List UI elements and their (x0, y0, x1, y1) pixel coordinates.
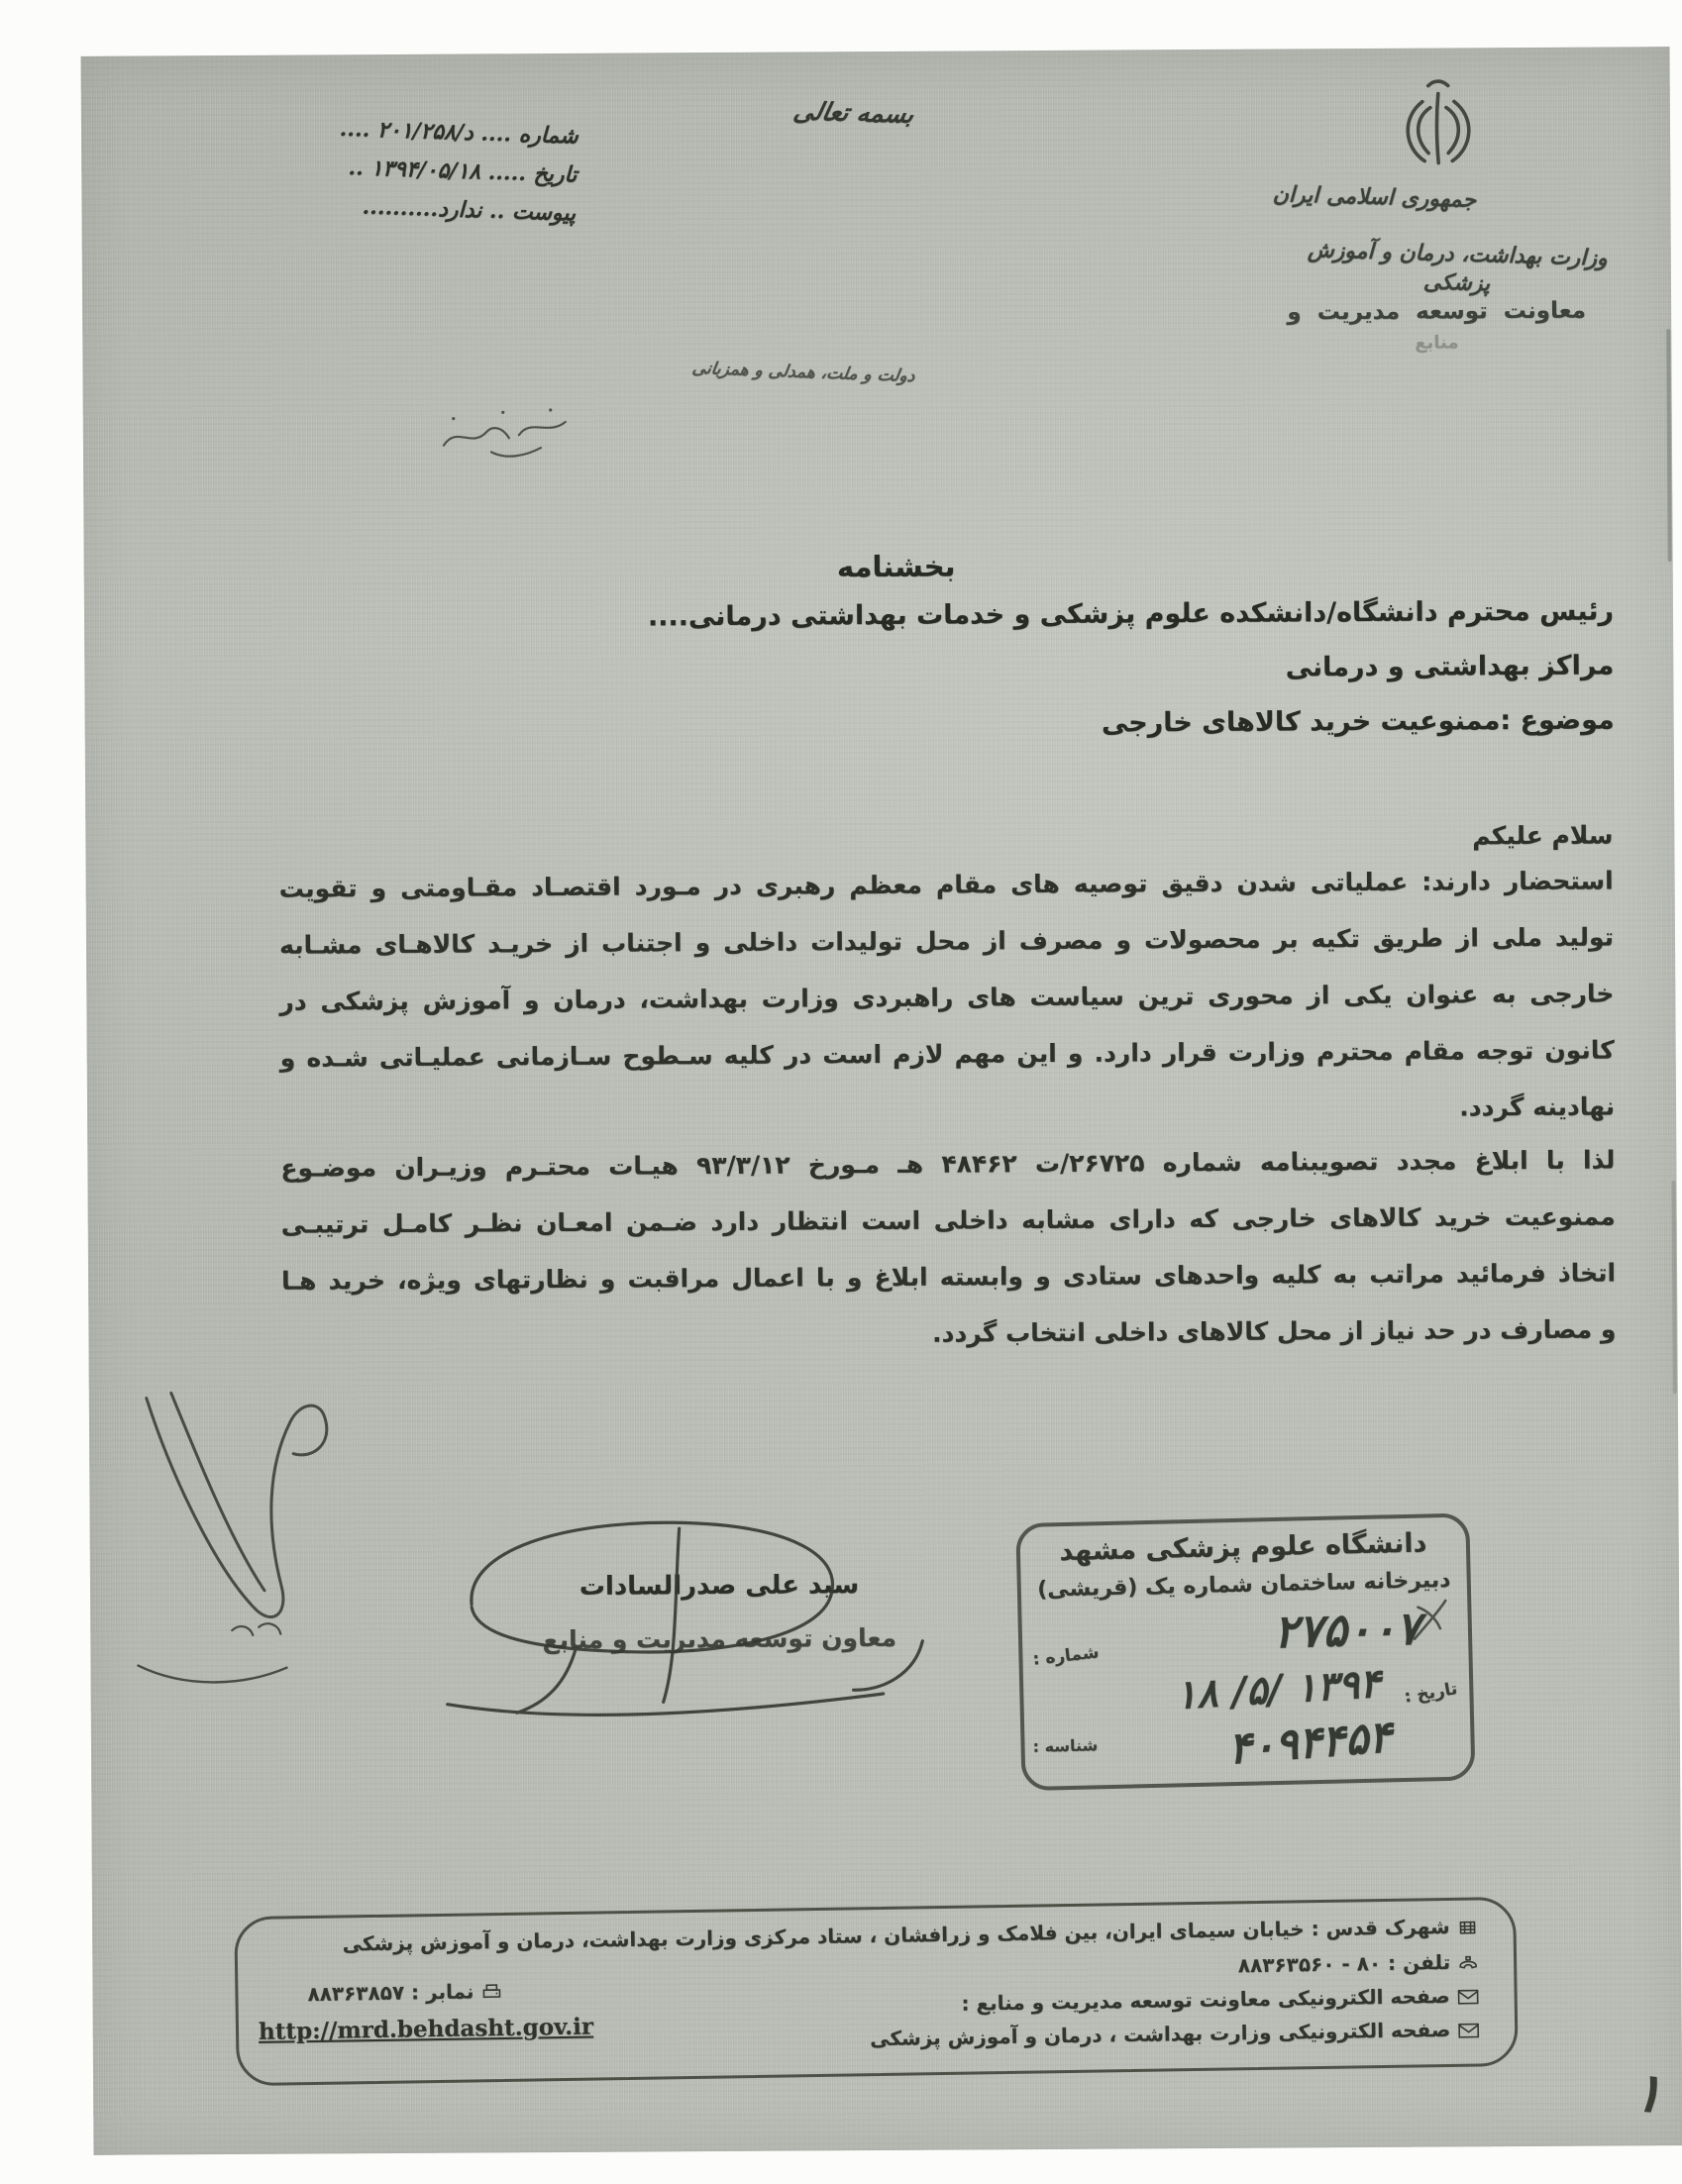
stamp-number-value: ۲۷۵۰۰۷ (1273, 1601, 1421, 1659)
signatory-name: سید علی صدرالسادات (578, 1570, 860, 1602)
salutation: سلام علیکم (1472, 820, 1614, 851)
body-line: خارجی به عنوان یکی از محوری ترین سیاست های راهبردی وزارت بهداشت، درمان و آموزش پزشکی در (279, 979, 1615, 1016)
besmellah-calligraphy: بسمه تعالی (790, 96, 917, 129)
phone-icon (1458, 1952, 1478, 1976)
iran-emblem-icon (1396, 77, 1482, 181)
handwritten-slogan: دولت و ملت، همدلی و همزبانی (690, 358, 916, 387)
body-line: کانون توجه مقام محترم وزارت قرار دارد. و این مهم لازم است در کلیه سـطوح سـازمانی عملیـاتی شـده و (279, 1035, 1615, 1073)
phone-line (1238, 1950, 1479, 1980)
website-ministry-text: صفحه الکترونیکی وزارت بهداشت ، درمان و آموزش پزشکی (869, 2017, 1451, 2051)
website-url-link[interactable]: http://mrd.behdasht.gov.ir (258, 2013, 594, 2045)
envelope-icon (1457, 1986, 1478, 2010)
body-paragraph-1 (279, 865, 1616, 1155)
republic-name-calligraphy: جمهوری اسلامی ایران (1272, 180, 1477, 213)
subject-line: موضوع :ممنوعیت خرید کالاهای خارجی (1101, 704, 1615, 739)
signature-scribble (427, 1507, 984, 1767)
building-icon (1457, 1917, 1477, 1940)
registration-stamp (1015, 1512, 1475, 1791)
stamp-office-name: دبیرخانه ساختمان شماره یک (قریشی) (1036, 1567, 1451, 1603)
reference-block (277, 113, 578, 239)
scan-area (81, 47, 1682, 2155)
recipient-line-1: رئیس محترم دانشگاه/دانشکده علوم پزشکی و خدمات بهداشتی درمانی.... (647, 595, 1615, 633)
body-line: نهادینه گردد. (1459, 1092, 1616, 1122)
deputy-name-line2: منابع (1415, 332, 1459, 354)
reference-number-line: شماره .... د/۲۰۱/۲۵۸ .... (339, 115, 579, 150)
stamp-date-value: ۱۳۹۴ /۵/ ۱۸ (1173, 1659, 1382, 1719)
footer-contact-box (234, 1897, 1519, 2086)
deputy-name-line: معاونت توسعه مدیریت و (1287, 297, 1586, 326)
body-line: اتخاذ فرمائید مراتب به کلیه واحدهای ستادی و وابسته ابلاغ و با اعمال مراقبت و نظارتهای ویژه، خرید هـا (281, 1258, 1617, 1296)
stamp-number-label: شماره : (1031, 1642, 1101, 1670)
website-ministry-line (870, 2017, 1479, 2052)
fax-text: نمابر : ۸۸۳۶۳۸۵۷ (307, 1979, 474, 2007)
signatory-title: معاون توسعه مدیریت و منابع (542, 1622, 897, 1655)
reference-attachment-line: پیوست .. ندارد.......... (362, 193, 577, 227)
page-number-mark: ۱ (1630, 2059, 1666, 2126)
scan-edge-artifact (1672, 1181, 1677, 1394)
website-dept-text: صفحه الکترونیکی معاونت توسعه مدیریت و منابع : (961, 1983, 1450, 2016)
body-line: لذا با ابلاغ مجدد تصویبنامه شماره ۲۶۷۲۵/ت ۴۸۴۶۲ هـ مـورخ ۹۳/۳/۱۲ هیـات محتـرم وزیـران موضـوع (280, 1145, 1616, 1183)
address-line (342, 1915, 1477, 1958)
stamp-date-label: تاریخ : (1403, 1679, 1459, 1708)
body-line: و مصارف در حد نیاز از محل کالاهای داخلی انتخاب گردد. (931, 1314, 1617, 1348)
envelope-icon (1458, 2019, 1479, 2042)
margin-doodle (117, 1382, 376, 1711)
body-line: تولید ملی از طریق تکیه بر محصولات و مصرف از محل تولیدات داخلی و اجتناب از خریـد کالاهـای مشـابه (278, 922, 1615, 960)
scan-edge-artifact (1666, 329, 1671, 562)
body-paragraph-2 (280, 1144, 1616, 1378)
fax-icon (481, 1981, 501, 2005)
stamp-org-name: دانشگاه علوم پزشکی مشهد (1059, 1527, 1427, 1568)
handwritten-scribble (432, 390, 581, 475)
stamp-id-value: ۴۰۹۴۴۵۴ (1225, 1712, 1394, 1775)
phone-text: تلفن : ۸۰ - ۸۸۳۶۳۵۶۰ (1237, 1949, 1451, 1978)
ministry-name-calligraphy: وزارت بهداشت، درمان و آموزش پزشکی (1307, 237, 1609, 296)
body-line: استحضار دارند: عملیاتی شدن دقیق توصیه های مقام معظم رهبری در مـورد اقتصـاد مقـاومتی و تقویت (278, 866, 1614, 903)
address-text: شهرک قدس : خیابان سیمای ایران، بین فلامک و زرافشان ، ستاد مرکزی وزارت بهداشت، درمان و آموزش پزشکی (342, 1914, 1450, 1956)
doc-type-title: بخشنامه (836, 549, 956, 584)
fax-line (307, 1979, 501, 2008)
stamp-pen-flourish (1408, 1595, 1458, 1645)
website-dept-line (961, 1984, 1479, 2018)
body-line: ممنوعیت خرید کالاهای خارجی که دارای مشابه داخلی است انتظار دارد ضـمن امعـان نظـر کامـل ترتیبـی (280, 1201, 1616, 1239)
reference-date-line: تاریخ ..... ۱۳۹۴/۰۵/۱۸ .. (348, 155, 578, 188)
recipient-line-2: مراکز بهداشتی و درمانی (1285, 650, 1615, 683)
stamp-id-label: شناسه : (1032, 1735, 1099, 1756)
